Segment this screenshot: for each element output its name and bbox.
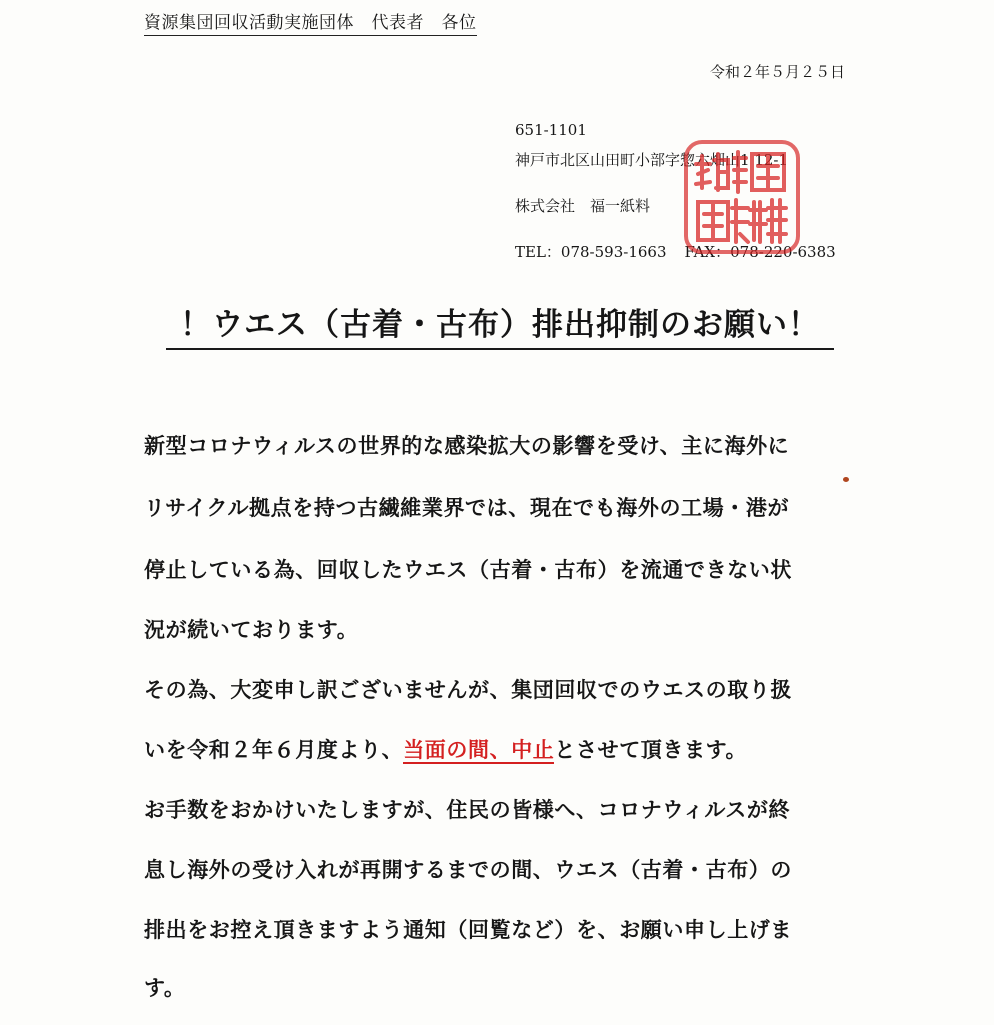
notice-title-block	[166, 304, 834, 350]
body-line: 息し海外の受け入れが再開するまでの間、ウエス（古着・古布）の	[144, 858, 792, 882]
body-line: 況が続いております。	[144, 618, 359, 642]
title-underline	[166, 348, 834, 350]
body-line: 新型コロナウィルスの世界的な感染拡大の影響を受け、主に海外に	[144, 434, 790, 458]
seal-icon	[688, 144, 796, 250]
fax-number: FAX：078-220-6383	[684, 243, 836, 261]
addressee-line: 資源集団回収活動実施団体 代表者 各位	[144, 12, 477, 36]
sender-address: 神戸市北区山田町小部字惣六畑山1 12-1	[515, 151, 789, 169]
notice-title: ！ウエス（古着・古布）排出抑制のお願い！	[180, 307, 820, 343]
company-seal-stamp	[684, 140, 800, 254]
contact-line	[515, 242, 854, 262]
postal-code: 651-1101	[515, 121, 587, 139]
body-line: す。	[144, 976, 186, 1000]
body-line: お手数をおかけいたしますが、住民の皆様へ、コロナウィルスが終	[144, 798, 791, 822]
document-date: 令和２年５月２５日	[710, 63, 846, 81]
suspension-highlight: 当面の間、中止	[403, 738, 555, 762]
body-line: リサイクル拠点を持つ古繊維業界では、現在でも海外の工場・港が	[144, 496, 790, 520]
tel-number: TEL：078-593-1663	[515, 243, 667, 261]
body-line: 停止している為、回収したウエス（古着・古布）を流通できない状	[144, 558, 792, 582]
body-line: その為、大変申し訳ございませんが、集団回収でのウエスの取り扱	[144, 678, 792, 702]
ink-speck	[843, 477, 849, 482]
body-text: いを令和２年６月度より、	[144, 738, 404, 762]
body-line	[144, 736, 747, 764]
body-line: 排出をお控え頂きますよう通知（回覧など）を、お願い申し上げま	[144, 918, 792, 942]
body-text: とさせて頂きます。	[554, 738, 748, 762]
company-name: 株式会社 福一紙料	[515, 197, 651, 215]
